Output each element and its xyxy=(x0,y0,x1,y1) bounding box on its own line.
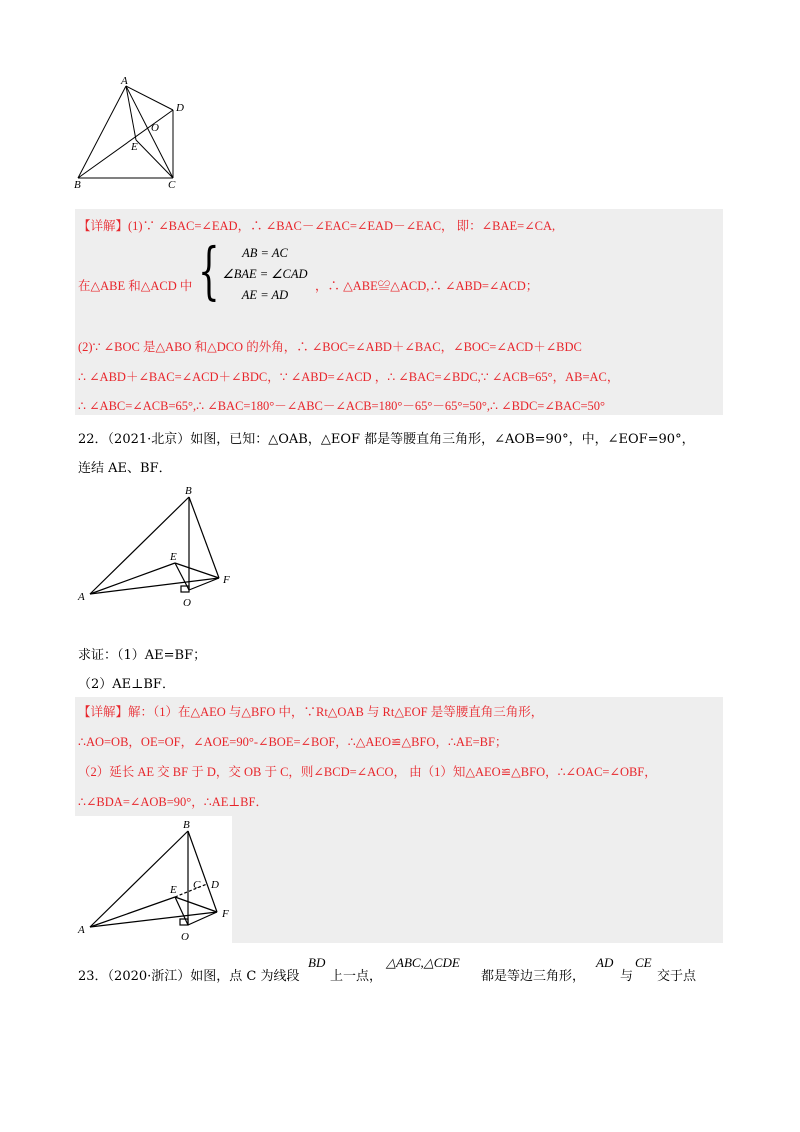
triangles-abc-cde: △ABC,△CDE xyxy=(386,955,460,970)
figure-3-label-o: O xyxy=(181,931,189,943)
figure-2-label-o: O xyxy=(183,597,191,609)
figure-2-label-f: F xyxy=(223,574,230,586)
figure-1-label-a: A xyxy=(121,75,128,87)
solution-1-line-4: ∴ ∠ABD＋∠BAC=∠ACD＋∠BDC，∵ ∠ABD=∠ACD ，∴ ∠BAC=∠BDC,∵ ∠ACB=65°，AB=AC， xyxy=(78,370,620,384)
solution-1-line-5: ∴ ∠ABC=∠ACB=65°,∴ ∠BAC=180°－∠ABC－∠ACB=180°－65°－65°=50°,∴ ∠BDC=∠BAC=50° xyxy=(78,399,606,413)
figure-3-label-d: D xyxy=(211,879,219,891)
figure-3-label-c: C xyxy=(193,879,201,891)
problem-22-prove-2: （2）AE⊥BF． xyxy=(78,677,175,692)
problem-23-tail: 交于点 xyxy=(657,969,697,984)
problem-23-mid-3: 与 xyxy=(620,969,634,984)
problem-23-mid-1: 上一点， xyxy=(330,969,383,984)
problem-22-prove-1: 求证：（1）AE=BF； xyxy=(78,648,207,663)
solution-22-line-4: ∴∠BDA=∠AOB=90°，∴AE⊥BF． xyxy=(78,795,268,809)
segment-bd: BD xyxy=(308,955,326,970)
segment-ce: CE xyxy=(635,955,652,970)
solution-22-line-3: （2）延长 AE 交 BF 于 D，交 OB 于 C，则∠BCD=∠ACO， 由（1）知△AEO≌△BFO，∴∠OAC=∠OBF， xyxy=(78,765,657,779)
figure-1-label-o: O xyxy=(151,122,159,134)
figure-2-label-e: E xyxy=(170,551,177,563)
solution-1-line-1: 【详解】(1)∵ ∠BAC=∠EAD，∴ ∠BAC－∠EAC=∠EAD－∠EAC， 即：∠BAE=∠CA, xyxy=(78,219,556,233)
solution-22-line-1: 【详解】解：（1）在△AEO 与△BFO 中，∵Rt△OAB 与 Rt△EOF 是等腰直角三角形， xyxy=(78,705,544,719)
problem-22-line-2: 连结 AE、BF． xyxy=(78,461,172,476)
figure-3-label-e: E xyxy=(170,884,177,896)
figure-2-label-a: A xyxy=(78,591,85,603)
figure-3-label-b: B xyxy=(183,819,190,831)
system-brace: { xyxy=(198,234,220,307)
equation-1: AB = AC xyxy=(242,246,288,260)
figure-2-label-b: B xyxy=(185,485,192,497)
problem-23-mid-2: 都是等边三角形， xyxy=(481,969,586,984)
solution-1-line-2-prefix: 在△ABE 和△ACD 中 xyxy=(78,279,193,293)
figure-3-label-f: F xyxy=(222,908,229,920)
problem-23-lead: 23．（2020·浙江）如图，点 C 为线段 xyxy=(78,969,300,984)
figure-1-label-d: D xyxy=(176,102,184,114)
equation-3: AE = AD xyxy=(241,288,289,302)
figure-1-label-b: B xyxy=(74,179,81,191)
segment-ad: AD xyxy=(596,955,614,970)
figure-1-label-c: C xyxy=(168,179,176,191)
figure-3-label-a: A xyxy=(78,924,85,936)
solution-22-line-2: ∴AO=OB，OE=OF，∠AOE=90°-∠BOE=∠BOF，∴△AEO≌△BFO，∴AE=BF； xyxy=(78,735,508,749)
solution-1-line-3: (2)∵ ∠BOC 是△ABO 和△DCO 的外角，∴ ∠BOC=∠ABD＋∠BAC，∠BOC=∠ACD＋∠BDC xyxy=(78,340,582,354)
solution-1-line-2-suffix: ，∴ △ABE≌△ACD,∴ ∠ABD=∠ACD； xyxy=(315,279,539,293)
problem-22-line-1: 22．（2021·北京）如图，已知：△OAB，△EOF 都是等腰直角三角形，∠AOB=90°，中，∠EOF=90°， xyxy=(78,432,695,447)
figure-1-label-e: E xyxy=(131,141,138,153)
equation-2: ∠BAE = ∠CAD xyxy=(222,267,308,281)
